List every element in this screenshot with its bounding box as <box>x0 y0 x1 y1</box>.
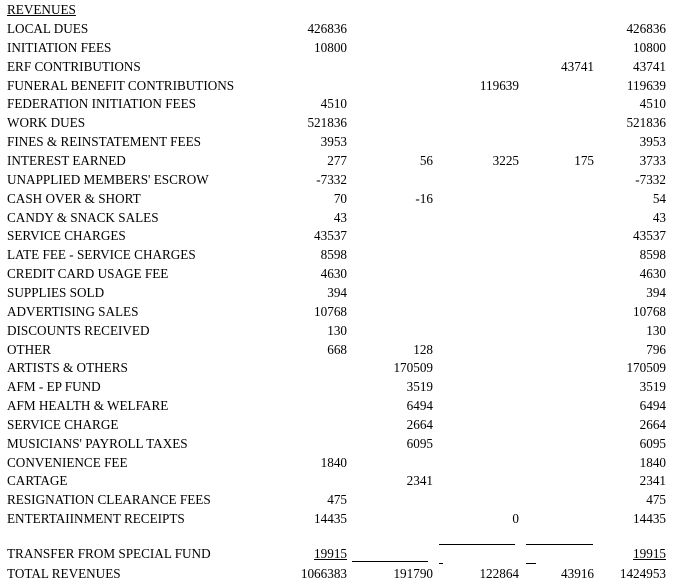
cell-col-2: 56 <box>419 153 433 168</box>
revenue-row <box>0 77 687 95</box>
revenue-row <box>0 435 687 453</box>
revenue-row <box>0 133 687 151</box>
cell-col-3: 3225 <box>492 153 519 168</box>
row-label: SERVICE CHARGE <box>7 416 119 432</box>
cell-col-2: 3519 <box>406 379 433 395</box>
row-label: LATE FEE - SERVICE CHARGES <box>7 247 196 263</box>
cell-col-1: 1840 <box>320 454 347 470</box>
cell-col-1: 3953 <box>320 134 347 150</box>
cell-col-1: 475 <box>327 492 347 508</box>
row-label: SUPPLIES SOLD <box>7 284 105 300</box>
revenue-row <box>0 472 687 490</box>
revenue-row <box>0 171 687 189</box>
cell-col-5: 3519 <box>639 379 666 395</box>
revenue-row <box>0 454 687 472</box>
cell-col-5: 10800 <box>633 39 666 55</box>
cell-col-5: 43537 <box>633 228 666 244</box>
row-label: INTEREST EARNED <box>7 153 126 168</box>
row-label: CANDY & SNACK SALES <box>7 209 159 225</box>
cell-col-5: 130 <box>646 322 666 338</box>
revenue-row <box>0 58 687 76</box>
revenue-row <box>0 284 687 302</box>
revenue-row <box>0 39 687 57</box>
cell-col-1: 10768 <box>314 303 347 319</box>
cell-col-1: 1066383 <box>300 566 347 581</box>
row-label: RESIGNATION CLEARANCE FEES <box>7 492 211 508</box>
cell-col-4: 175 <box>574 153 594 168</box>
row-label: UNAPPLIED MEMBERS' ESCROW <box>7 171 209 187</box>
cell-col-1: 14435 <box>314 511 347 527</box>
cell-col-5: 4630 <box>639 266 666 282</box>
cell-col-1: 130 <box>327 322 347 338</box>
cell-col-5: 54 <box>652 190 666 206</box>
row-label: FUNERAL BENEFIT CONTRIBUTIONS <box>7 77 235 93</box>
revenue-row <box>0 20 687 38</box>
cell-col-2: 2664 <box>406 416 433 432</box>
revenue-row <box>0 416 687 434</box>
revenue-row <box>0 227 687 245</box>
revenue-row <box>0 190 687 208</box>
cell-col-5: 521836 <box>626 115 666 131</box>
cell-col-1: 19915 <box>314 546 347 561</box>
revenue-row <box>0 303 687 321</box>
subtotal-rule-col-3 <box>439 544 515 545</box>
cell-col-1: 4630 <box>320 266 347 282</box>
row-label: OTHER <box>7 341 51 357</box>
revenue-row <box>0 265 687 283</box>
cell-col-1: 43 <box>333 209 347 225</box>
row-label: TRANSFER FROM SPECIAL FUND <box>7 546 211 561</box>
cell-col-3: 119639 <box>479 77 519 93</box>
cell-col-5: 10768 <box>633 303 666 319</box>
revenue-row <box>0 359 687 377</box>
row-label: FINES & REINSTATEMENT FEES <box>7 134 201 150</box>
cell-col-5: 3953 <box>639 134 666 150</box>
cell-col-1: 277 <box>327 153 347 168</box>
transfer-row <box>0 545 687 563</box>
cell-col-4: 43916 <box>561 566 594 581</box>
cell-col-5: 2664 <box>639 416 666 432</box>
cell-col-5: 394 <box>646 284 666 300</box>
row-label: ADVERTISING SALES <box>7 303 139 319</box>
cell-col-5: 170509 <box>626 360 666 376</box>
cell-col-5: 426836 <box>626 21 666 36</box>
cell-col-5: -7332 <box>635 171 666 187</box>
cell-col-1: 4510 <box>320 96 347 112</box>
cell-col-5: 119639 <box>626 77 666 93</box>
cell-col-5: 2341 <box>639 473 666 489</box>
cell-col-5: 1840 <box>639 454 666 470</box>
row-label: TOTAL REVENUES <box>7 566 121 581</box>
row-label: WORK DUES <box>7 115 86 131</box>
row-label: ERF CONTRIBUTIONS <box>7 58 141 74</box>
revenue-row <box>0 510 687 528</box>
revenue-row <box>0 341 687 359</box>
revenue-row <box>0 491 687 509</box>
row-label: ENTERTAIINMENT RECEIPTS <box>7 511 185 527</box>
revenue-row <box>0 95 687 113</box>
row-label: CONVENIENCE FEE <box>7 454 128 470</box>
rule-fragment <box>526 563 536 564</box>
cell-col-5: 6494 <box>639 398 666 413</box>
cell-col-1: 43537 <box>314 228 347 244</box>
cell-col-1: 8598 <box>320 247 347 263</box>
cell-col-2: -16 <box>415 190 433 206</box>
cell-col-5: 3733 <box>639 153 666 168</box>
cell-col-2: 191790 <box>393 566 433 581</box>
cell-col-1: 394 <box>327 284 347 300</box>
row-label: CREDIT CARD USAGE FEE <box>7 266 169 282</box>
revenue-row <box>0 378 687 396</box>
row-label: FEDERATION INITIATION FEES <box>7 96 197 112</box>
cell-col-2: 6494 <box>406 398 433 413</box>
cell-col-2: 170509 <box>393 360 433 376</box>
cell-col-2: 128 <box>413 341 433 357</box>
revenue-row <box>0 114 687 132</box>
cell-col-5: 43741 <box>633 58 666 74</box>
cell-col-1: 668 <box>327 341 347 357</box>
cell-col-5: 6095 <box>639 435 666 451</box>
cell-col-2: 2341 <box>406 473 433 489</box>
cell-col-5: 1424953 <box>619 566 666 581</box>
row-label: CASH OVER & SHORT <box>7 190 141 206</box>
row-label: CARTAGE <box>7 473 68 489</box>
total-row <box>0 565 687 583</box>
row-label: AFM - EP FUND <box>7 379 101 395</box>
cell-col-4: 43741 <box>561 58 594 74</box>
cell-col-1: -7332 <box>316 171 347 187</box>
cell-col-3: 0 <box>512 511 519 527</box>
subtotal-rule-col-2 <box>352 561 428 562</box>
cell-col-5: 796 <box>646 341 666 357</box>
cell-col-3: 122864 <box>479 566 519 581</box>
cell-col-1: 70 <box>333 190 347 206</box>
cell-col-5: 14435 <box>633 511 666 527</box>
revenue-row <box>0 397 687 415</box>
cell-col-5: 475 <box>646 492 666 508</box>
row-label: ARTISTS & OTHERS <box>7 360 128 376</box>
subtotal-rule-col-4 <box>526 544 593 545</box>
revenue-row <box>0 246 687 264</box>
row-label: LOCAL DUES <box>7 21 89 36</box>
cell-col-5: 43 <box>652 209 666 225</box>
rule-fragment <box>439 563 443 564</box>
cell-col-2: 6095 <box>406 435 433 451</box>
row-label: DISCOUNTS RECEIVED <box>7 322 150 338</box>
revenue-row <box>0 209 687 227</box>
row-label: INITIATION FEES <box>7 39 112 55</box>
row-label: SERVICE CHARGES <box>7 228 126 244</box>
row-label: AFM HEALTH & WELFARE <box>7 398 169 413</box>
cell-col-1: 10800 <box>314 39 347 55</box>
cell-col-5: 19915 <box>633 546 666 561</box>
revenue-row <box>0 322 687 340</box>
section-title: REVENUES <box>7 2 76 17</box>
cell-col-5: 4510 <box>639 96 666 112</box>
cell-col-1: 426836 <box>307 21 347 36</box>
cell-col-5: 8598 <box>639 247 666 263</box>
cell-col-1: 521836 <box>307 115 347 131</box>
row-label: MUSICIANS' PAYROLL TAXES <box>7 435 188 451</box>
revenue-row <box>0 152 687 170</box>
